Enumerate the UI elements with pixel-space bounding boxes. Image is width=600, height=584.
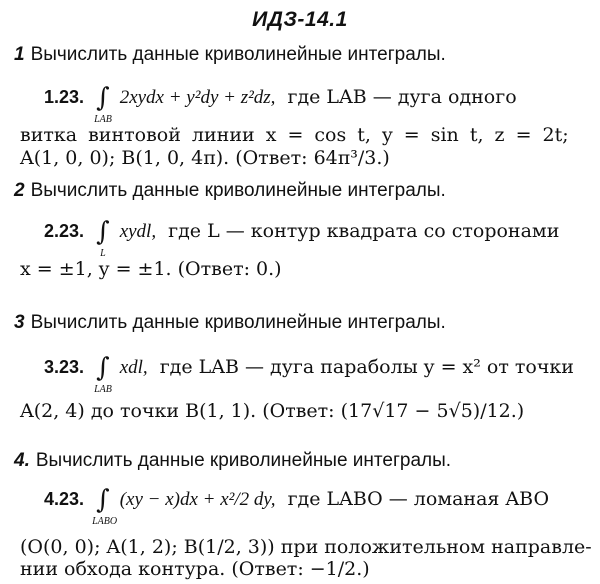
problem-4-text-3: нии обхода контура. (Ответ: −1/2.): [20, 558, 370, 580]
problem-1-integrand: 2xydx + y²dy + z²dz,: [119, 87, 276, 108]
integral-sign: ∫ LABO: [96, 489, 110, 511]
problem-4-heading: [14, 450, 451, 472]
integral-sign: ∫ LAB: [96, 357, 110, 379]
problem-1-text-1: где LAB — дуга одного: [287, 86, 517, 108]
integral-contour-subscript: L: [100, 248, 106, 259]
problem-4-formula-line: [44, 485, 550, 527]
integral-contour-subscript: LABO: [92, 516, 118, 527]
problem-4-heading-text: Вычислить данные криволинейные интегралы.: [35, 450, 452, 471]
problem-3-integrand: xdl,: [119, 357, 148, 378]
problem-1-heading-text: Вычислить данные криволинейные интегралы.: [30, 44, 446, 65]
problem-2-label: 2.23.: [44, 221, 85, 241]
problem-1-text-2: витка винтовой линии x = cos t, y = sin t, z = 2t;: [20, 124, 569, 146]
problem-3-heading-text: Вычислить данные криволинейные интегралы.: [30, 312, 446, 333]
integral-sign: ∫ LAB: [96, 87, 110, 109]
problem-3-text-1: где LAB — дуга параболы y = x² от точки: [159, 356, 574, 378]
problem-2-formula-line: [44, 217, 560, 259]
problem-3-number: 3: [14, 312, 25, 333]
problem-1-number: 1: [14, 44, 25, 65]
problem-1-label: 1.23.: [44, 87, 85, 107]
problem-4-text-1: где LABO — ломаная ABO: [287, 488, 550, 510]
problem-3-formula-line: [44, 353, 574, 395]
problem-2-heading-text: Вычислить данные криволинейные интегралы.: [30, 180, 446, 201]
problem-2-text-1: где L — контур квадрата со сторонами: [168, 220, 560, 242]
problem-1-text-3: A(1, 0, 0); B(1, 0, 4π). (Ответ: 64π³/3.): [20, 147, 390, 169]
problem-3-text-2: A(2, 4) до точки B(1, 1). (Ответ: (17√17 − 5√5)/12.): [20, 400, 525, 422]
integral-sign: ∫ L: [96, 221, 110, 243]
problem-4-integrand: (xy − x)dx + x²/2 dy,: [119, 489, 276, 510]
integral-contour-subscript: LAB: [94, 384, 112, 395]
problem-4-label: 4.23.: [44, 489, 85, 509]
problem-1-heading: [14, 44, 446, 66]
problem-3-label: 3.23.: [44, 357, 85, 377]
page-title: ИДЗ-14.1: [252, 8, 348, 31]
problem-2-number: 2: [14, 180, 25, 201]
integral-contour-subscript: LAB: [94, 114, 112, 125]
problem-2-integrand: xydl,: [119, 221, 157, 242]
problem-2-heading: [14, 180, 446, 202]
problem-1-formula-line: [44, 83, 517, 125]
problem-4-number: 4.: [14, 450, 30, 471]
problem-4-text-2: (O(0, 0); A(1, 2); B(1/2, 3)) при положительном направле-: [20, 536, 592, 558]
problem-3-heading: [14, 312, 446, 334]
problem-2-text-2: x = ±1, y = ±1. (Ответ: 0.): [20, 258, 282, 280]
